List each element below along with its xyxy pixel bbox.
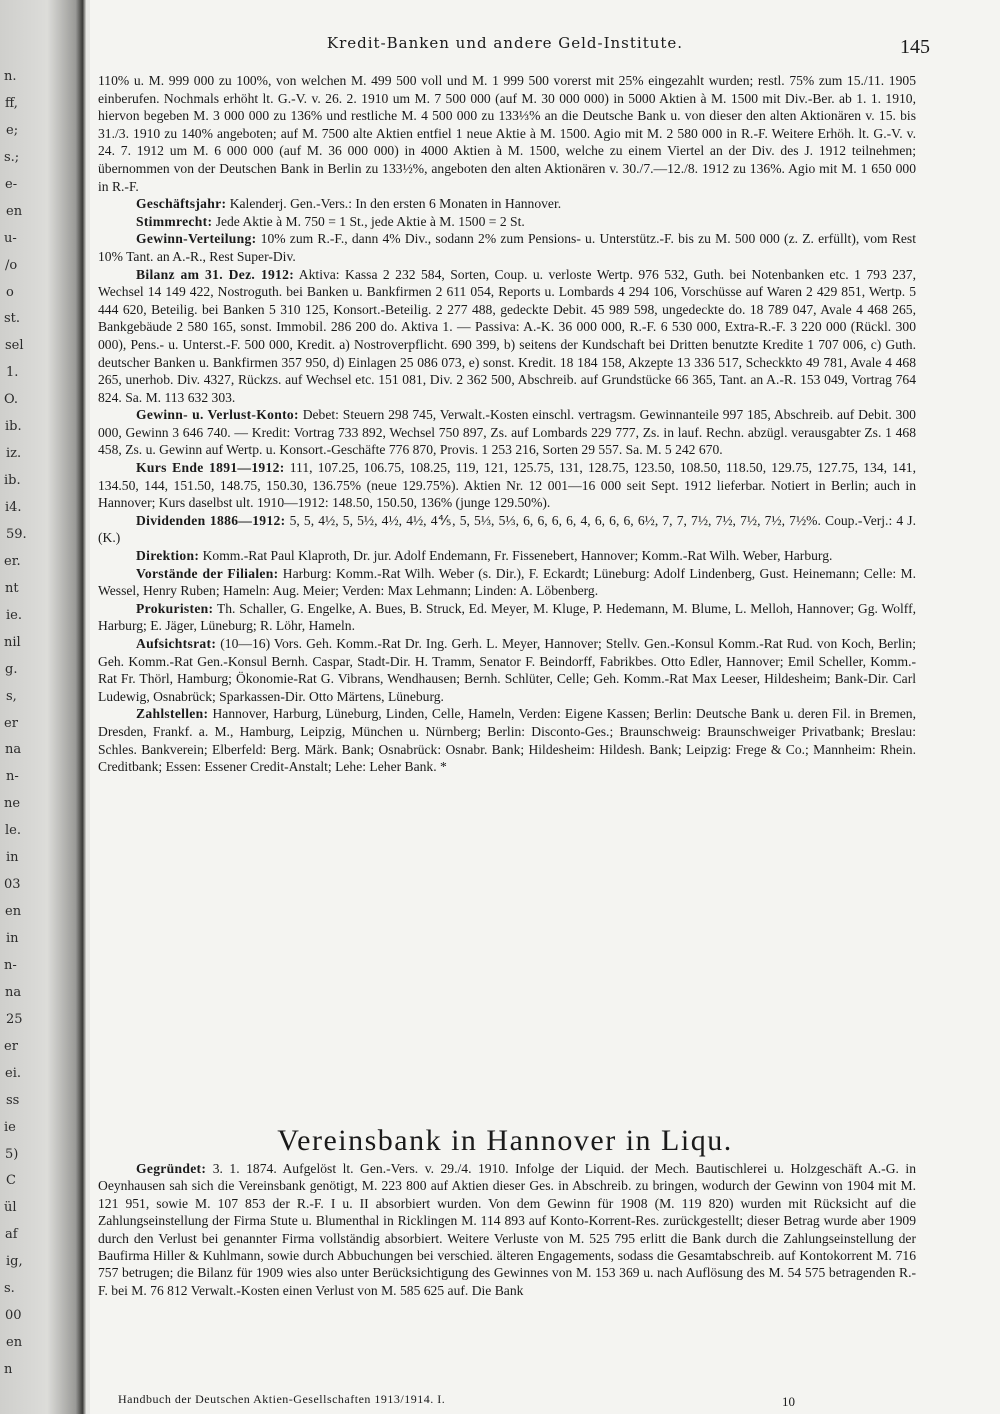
gutter-fragment: er	[4, 1038, 18, 1054]
gutter-fragment: na	[5, 984, 22, 1000]
paragraph-text: (10—16) Vors. Geh. Komm.-Rat Dr. Ing. Gerh. L. Meyer, Hannover; Stellv. Gen.-Konsul Komm.-Rat Rud. von Koch, Berlin; Geh. Komm.-Rat Gen.-Konsul Bernh. Caspar, Stadt-Dir. H. Tramm, Senator F. Beindorff, Fabrikbes. Otto Edler, Hannover; Emil Scheller, Komm.-Rat Fr. Thörl, Hamburg; Ökonomie-Rat G. Vibrans, Wendhausen; Bernh. Schlüter, Celle; Geh. Komm.-Rat Max Leeser, Hildesheim; Bank-Dir. Carl Ludewig, Osnabrück; Sparkassen-Dir. Otto Märtens, Lüneburg.	[98, 636, 916, 704]
paragraph-label: Aufsichtsrat:	[136, 636, 217, 651]
entry-paragraph	[98, 512, 916, 547]
gutter-fragment: o	[6, 284, 14, 300]
gutter-fragment: n.	[4, 69, 17, 84]
gutter-fragment: ib.	[4, 473, 21, 489]
gutter-fragment: er	[4, 715, 18, 731]
gutter-fragment: le.	[5, 823, 21, 839]
paragraph-label: Geschäftsjahr:	[136, 196, 227, 212]
gutter-fragment: ib.	[5, 419, 22, 435]
paragraph-label: Gewinn-Verteilung:	[136, 231, 257, 247]
gutter-fragment: C	[6, 1173, 16, 1189]
gutter-fragment: nt	[5, 580, 19, 596]
gutter-fragment: O.	[4, 392, 19, 408]
gutter-fragment: s.;	[4, 149, 20, 165]
paragraph-text: 110% u. M. 999 000 zu 100%, von welchen M. 499 500 voll und M. 1 999 500 vorerst mit 25% eingezahlt wurden; restl. 75% zum 15./11. 1905 einberufen. Nochmals erhöht lt. G.-V. v. 26. 2. 1910 um M. 7 500 000 (auf M. 30 000 000) in 5000 Aktien à M. 1500 mit Div.-Ber. ab 1. 1. 1910, hiervon begeben M. 3 000 000 zu 136% und restliche M. 4 500 000 zu 133⅓% an die Deutsche Bank u. von dieser den alten Aktionären v. 15. bis 31./3. 1910 zu 140% angeboten; auf M. 7500 alte Aktien entfiel 1 neue Aktie à M. 1500. Agio mit M. 2 580 000 in R.-F. Weitere Erhöh. lt. G.-V. v. 24. 7. 1912 um M. 6 000 000 (auf M. 36 000 000) in 4000 Aktien à M. 1500, welche zu einem Viertel an der Div. des J. 1912 teilnehmen; übernommen von der Deutschen Bank in Berlin zu 133½%, angeboten den alten Aktionären v. 30./7.—12./8. 1912 zu 136%. Agio mit M. 1 650 000 in R.-F.	[98, 73, 916, 194]
section-title: Vereinsbank in Hannover in Liqu.	[277, 1124, 733, 1157]
paragraph-text: 111, 107.25, 106.75, 108.25, 119, 121, 125.75, 131, 128.75, 123.50, 108.50, 118.50, 129.75, 127.75, 134, 141, 134.50, 144, 151.50, 148.75, 150.30, 136.75% (neue 129.75%). Aktien Nr. 12 001—16 000 seit Sept. 1912 lieferbar. Notiert in Berlin; auch in Hannover; Kurs daselbst ult. 1910—1912: 148.50, 150.50, 136% (junge 129.50%).	[98, 460, 916, 511]
entry-paragraph	[98, 459, 916, 512]
gutter-fragment: st.	[4, 311, 21, 327]
paragraph-text: 5, 5, 4½, 5, 5½, 4½, 4½, 4⅘, 5, 5⅓, 5⅓, 6, 6, 6, 6, 4, 6, 6, 6, 6½, 7, 7, 7½, 7½, 7½, 7½, 7½%. Coup.-Verj.: 4 J. (K.)	[98, 512, 916, 546]
running-title: Kredit-Banken und andere Geld-Institute.	[326, 34, 684, 52]
paragraph-text: Th. Schaller, G. Engelke, A. Bues, B. Struck, Ed. Meyer, M. Kluge, P. Hedemann, M. Blume, L. Melloh, Hannover; Gg. Wolff, Harburg; E. Jäger, Lüneburg; R. Löhr, Hameln.	[98, 600, 916, 634]
gutter-fragment: iz.	[6, 446, 22, 462]
gutter-fragment: e;	[6, 122, 19, 138]
gutter-fragment: 00	[5, 1308, 22, 1324]
paragraph-text: Jede Aktie à M. 750 = 1 St., jede Aktie à M. 1500 = 2 St.	[215, 213, 525, 229]
entry-paragraph	[98, 600, 916, 635]
paragraph-label: Stimmrecht:	[136, 213, 213, 229]
gutter-fragment: sel	[5, 338, 24, 354]
paragraph-label: Dividenden 1886—1912:	[136, 512, 286, 528]
left-page-gutter	[0, 0, 86, 1414]
gutter-fragment: er.	[4, 553, 21, 569]
paragraph-text: Aktiva: Kassa 2 232 584, Sorten, Coup. u. verloste Wertp. 976 532, Guth. bei Notenbanken etc. 1 793 237, Wechsel 14 149 422, Nostroguth. bei Banken u. Bankfirmen 2 611 054, Reports u. Lombards 4 294 106, Vorschüsse auf Waren 2 429 851, Wertp. 5 444 620, Beteilig. bei Banken 5 310 125, Konsort.-Beteilig. 2 277 488, gedeckte Debit. 45 989 598, ungedeckte do. 18 789 047, Avale 4 468 265, Bankgebäude 2 580 165, sonst. Immobil. 286 200 do. Aktiva 1. — Passiva: A.-K. 36 000 000, R.-F. 6 530 000, Extra-R.-F. 3 220 000 (Rückl. 300 000), Pens.- u. Unterst.-F. 500 000, Kredit. a) Nostroverpflicht. 690 399, b) seitens der Kundschaft bei Dritten benutzte Kredite 1 707 006, c) Guth. deutscher Banken u. Bankfirmen 357 950, d) Einlagen 25 086 073, e) sonst. Kredit. 18 184 158, Akzepte 13 336 517, Scheckkto 49 781, Avale 4 468 265, unerhob. Div. 4327, Rückzs. auf Wechsel etc. 151 081, Div. 2 362 500, Abschreib. auf Grundstücke 66 365, Tant. an A.-R. 153 049, Vortrag 764 824. Sa. M. 113 632 303.	[98, 266, 916, 405]
paragraph-label: Vorstände der Filialen:	[136, 565, 279, 581]
gutter-fragment: n-	[6, 769, 19, 785]
entry-paragraph	[98, 565, 916, 600]
document-page	[90, 0, 1000, 1414]
section-body	[98, 1160, 916, 1299]
gutter-fragment: ig,	[6, 1254, 23, 1270]
entry-paragraph	[98, 195, 916, 213]
gutter-fragment: i4.	[5, 500, 22, 516]
gutter-fragment: ei.	[5, 1065, 21, 1081]
paragraph-label: Bilanz am 31. Dez. 1912:	[136, 266, 295, 282]
paragraph-text: Komm.-Rat Paul Klaproth, Dr. jur. Adolf Endemann, Fr. Fissenebert, Hannover; Komm.-Rat Wilh. Weber, Harburg.	[202, 548, 833, 564]
paragraph-label: Direktion:	[136, 548, 200, 564]
gutter-fragment: ne	[4, 796, 21, 812]
footer-signature-mark: 10	[782, 1394, 795, 1409]
gutter-fragment: u-	[4, 230, 17, 246]
gutter-fragment: n-	[4, 957, 17, 973]
footer-source: Handbuch der Deutschen Aktien-Gesellschaften 1913/1914. I.	[118, 1392, 446, 1406]
gutter-fragment: n	[4, 1362, 13, 1378]
gutter-fragment: 59.	[6, 526, 27, 542]
gutter-fragment: af	[5, 1227, 18, 1243]
paragraph-text: 3. 1. 1874. Aufgelöst lt. Gen.-Vers. v. 29./4. 1910. Infolge der Liquid. der Mech. Bautischlerei u. Holzgeschäft A.-G. in Oeynhausen sah sich die Vereinsbank genötigt, M. 223 800 auf Aktien dieser Ges. in Abschreib. zu bringen, wodurch der Gewinn von 1904 mit M. 121 951, sowie M. 107 853 der R.-F. I u. II absorbiert wurden. Von dem Gewinn für 1908 (M. 119 820) wurden mit Rücksicht auf die Zahlungseinstellung der Firma Stute u. Blumenthal in Ricklingen M. 114 893 auf Konto-Korrent-Res. zurückgestellt; dieser Betrag wurde aber 1909 durch den Verlust bei genannter Firma vollständig absorbiert. Weitere Verluste von M. 525 795 erlitt die Bank durch die Zahlungseinstellung der Baufirma Hiller & Kuhlmann, sowie durch Abbuchungen bei verschied. älteren Engagements, sodass die Gesamtabschreib. auf Kontokorrent M. 716 757 betrugen; die Bilanz für 1909 wies also unter Berücksichtigung des Gewinnes von M. 153 369 u. nach Auflösung des M. 54 575 betragenden R.-F. bei M. 76 812 Verwalt.-Kosten einen Verlust von M. 585 625 auf. Die Bank	[98, 1161, 917, 1298]
gutter-fragment: nil	[4, 634, 21, 650]
gutter-fragment: s.	[4, 1281, 15, 1297]
entry-paragraph	[98, 547, 916, 565]
gutter-fragment: 5)	[5, 1146, 19, 1162]
entry-paragraph	[98, 406, 916, 459]
gutter-fragment: en	[6, 203, 23, 219]
gutter-fragment: en	[5, 904, 22, 920]
paragraph-label: Zahlstellen:	[136, 706, 209, 722]
gutter-fragment: ff,	[5, 95, 18, 111]
gutter-fragment: 03	[4, 877, 21, 893]
paragraph-text: Harburg: Komm.-Rat Wilh. Weber (s. Dir.), F. Eckardt; Lüneburg: Adolf Lindenberg, Gust. Heinemann; Celle: M. Wessel, Henry Ruben; Hameln: Aug. Meier; Verden: Max Lehmann; Linden: A. Löbenberg.	[98, 565, 916, 599]
entry-paragraph	[98, 230, 916, 265]
entry-paragraph	[98, 266, 916, 407]
gutter-fragment: na	[5, 742, 22, 758]
entry-paragraph	[98, 213, 916, 231]
paragraph-label: Gegründet:	[136, 1161, 207, 1176]
gutter-fragment: ie	[4, 1119, 16, 1135]
paragraph-text: Debet: Steuern 298 745, Verwalt.-Kosten einschl. vertragsm. Gewinnanteile 997 185, Abschreib. auf Debit. 300 000, Gewinn 3 646 740. — Kredit: Vortrag 733 892, Wechsel 750 897, Zs. auf Lombards 229 777, Zs. in lauf. Rechn. abzügl. verausgabter Zs. 1 468 458, Zs. u. Gewinn auf Wertp. u. Konsort.-Geschäfte 776 870, Provis. 1 253 216, Sorten 29 557. Sa. M. 5 242 670.	[98, 407, 916, 458]
entry-paragraph	[98, 1160, 916, 1299]
company-entry-body	[98, 72, 916, 776]
paragraph-label: Prokuristen:	[136, 600, 214, 616]
paragraph-label: Gewinn- u. Verlust-Konto:	[136, 407, 299, 423]
paragraph-text: Hannover, Harburg, Lüneburg, Linden, Celle, Hameln, Verden: Eigene Kassen; Berlin: Deutsche Bank u. deren Fil. in Bremen, Dresden, Frankf. a. M., Hamburg, Leipzig, München u. Nürnberg; Berlin: Disconto-Ges.; Braunschweig: Braunschweiger Privatbank; Breslau: Schles. Bankverein; Elberfeld: Berg. Märk. Bank; Osnabrück: Osnabr. Bank; Hildesheim: Hildesh. Bank; Leipzig: Frege & Co.; Mannheim: Rhein. Creditbank; Essen: Essener Credit-Anstalt; Lehe: Leher Bank. *	[98, 706, 916, 775]
gutter-fragment: en	[6, 1335, 23, 1351]
gutter-fragment: 25	[6, 1011, 23, 1027]
entry-paragraph	[98, 635, 916, 705]
paragraph-text: 10% zum R.-F., dann 4% Div., sodann 2% zum Pensions- u. Unterstütz.-F. bis zu M. 500 000 (z. Z. erfüllt), vom Rest 10% Tant. an A.-R., Rest Super-Div.	[98, 231, 916, 264]
entry-paragraph	[98, 705, 916, 775]
gutter-fragment: in	[6, 850, 19, 866]
entry-paragraph-continued	[98, 72, 916, 195]
gutter-fragment: 1.	[6, 365, 19, 381]
gutter-fragment: ie.	[6, 607, 22, 623]
paragraph-label: Kurs Ende 1891—1912:	[136, 460, 285, 476]
gutter-fragment: ss	[6, 1092, 20, 1108]
gutter-fragment: /o	[5, 257, 18, 273]
gutter-fragment: g.	[5, 661, 18, 677]
paragraph-text: Kalenderj. Gen.-Vers.: In den ersten 6 Monaten in Hannover.	[229, 196, 562, 212]
page-number: 145	[900, 36, 930, 58]
gutter-fragment: s,	[6, 688, 17, 704]
gutter-fragment: ül	[4, 1200, 17, 1216]
gutter-fragment: e-	[5, 176, 18, 192]
gutter-fragment: in	[6, 931, 19, 947]
